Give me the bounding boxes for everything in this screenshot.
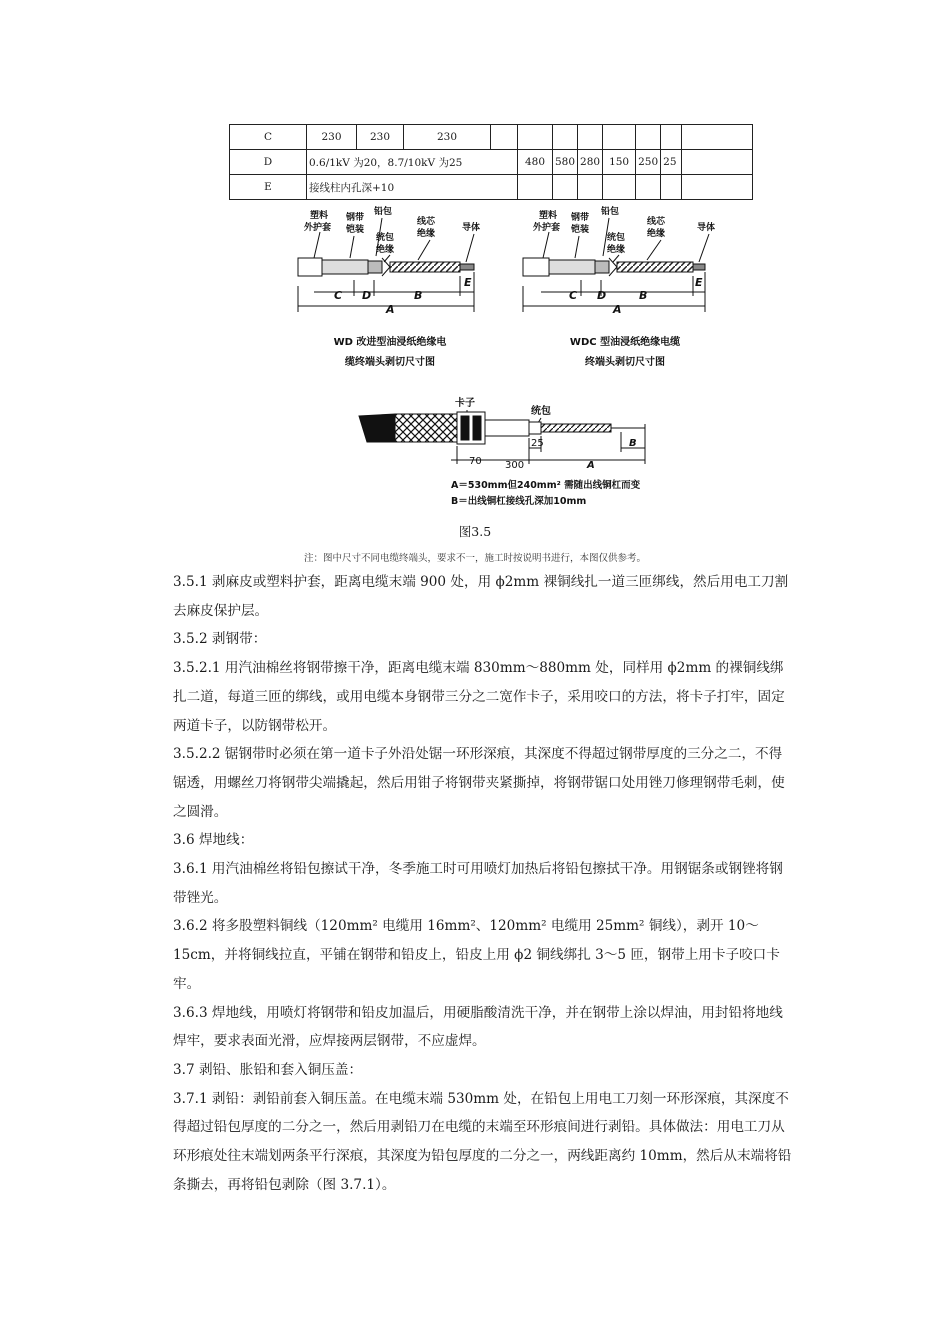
label-belt: 统包	[531, 406, 551, 417]
label-clamp: 卡子	[455, 398, 475, 409]
table-cell: 230	[357, 125, 404, 150]
label-plastic: 塑料	[310, 211, 329, 221]
label-insulation: 绝缘	[376, 245, 395, 255]
note-b: B＝出线铜杠接线孔深加10mm	[451, 496, 587, 507]
paragraph: 3.5.2.2 锯钢带时必须在第一道卡子外沿处锯一环形深痕，其深度不得超过钢带厚度的三分之二，不得锯透，用螺丝刀将钢带尖端撬起，然后用钳子将钢带夹紧撕掉，将钢带锯口处用锉刀修理钢带毛刺，使之圆滑。	[173, 746, 785, 820]
figure-note: 注：图中尺寸不同电缆终端头，要求不一，施工时按说明书进行，本图仅供参考。	[303, 553, 646, 564]
table-row	[230, 175, 753, 200]
dim-70: 70	[469, 456, 482, 467]
table-cell: 250	[636, 150, 661, 175]
dim-300: 300	[505, 460, 525, 471]
paragraph: 3.6.2 将多股塑料铜线（120mm² 电缆用 16mm²、120mm² 电缆用 25mm² 铜线），剥开 10～15cm，并将铜线拉直，平铺在钢带和铅皮上，铅皮上用 ϕ2 铜线绑扎 3～5 匝，钢带上用卡子咬口卡牢。	[173, 918, 780, 992]
table-row	[230, 150, 753, 175]
label-core-insulation: 绝缘	[417, 229, 436, 239]
section-heading: 3.6 焊地线：	[173, 832, 254, 849]
figure-title: 图3.5	[458, 524, 492, 539]
table-cell: D	[230, 150, 307, 175]
paragraph: 3.5.1 剥麻皮或塑料护套，距离电缆末端 900 处，用 ϕ2mm 裸铜线扎一道三匝绑线，然后用电工刀割去麻皮保护层。	[173, 574, 789, 619]
dim-d: D	[597, 289, 607, 302]
dim-a: A	[587, 460, 595, 471]
label-plastic: 塑料	[539, 211, 558, 221]
label-steel-band: 钢带	[346, 213, 365, 223]
table-cell: 150	[603, 150, 636, 175]
section-heading: 3.7 剥铅、胀铅和套入铜压盖：	[173, 1061, 363, 1078]
table-cell: E	[230, 175, 307, 200]
wd-cable-diagram	[290, 200, 510, 370]
label-insulation: 绝缘	[607, 245, 626, 255]
dim-b: B	[639, 289, 648, 302]
table-cell: 0.6/1kV 为20，8.7/10kV 为25	[307, 150, 518, 175]
table-cell: 280	[578, 150, 603, 175]
label-belt: 统包	[607, 233, 626, 243]
stripping-dimension-diagram	[355, 392, 675, 512]
note-a: A＝530mm但240mm² 需随出线铜杠而变	[451, 480, 641, 491]
label-conductor: 导体	[697, 223, 716, 233]
dim-b: B	[629, 438, 637, 449]
dim-e: E	[464, 276, 472, 289]
dim-e: E	[695, 276, 703, 289]
paragraph: 3.6.1 用汽油棉丝将铅包擦试干净，冬季施工时可用喷灯加热后将铅包擦拭干净。用钢锯条或钢锉将钢带锉光。	[173, 861, 783, 906]
label-core: 线芯	[417, 217, 436, 227]
label-armour: 铠装	[571, 225, 590, 235]
dim-b: B	[414, 289, 423, 302]
paragraph: 3.6.3 焊地线，用喷灯将钢带和铅皮加温后，用硬脂酸清洗干净，并在钢带上涂以焊油，用封铅将地线焊牢，要求表面光滑，应焊接两层钢带，不应虚焊。	[173, 1004, 783, 1050]
label-armour: 铠装	[346, 225, 365, 235]
label-outer-sheath: 外护套	[533, 223, 561, 233]
table-cell: 接线柱内孔深+10	[307, 175, 518, 200]
figure-caption: WD 改进型油浸纸绝缘电	[333, 337, 447, 348]
dimension-table	[229, 124, 753, 200]
paragraph: 3.7.1 剥铅：剥铅前套入铜压盖。在电缆末端 530mm 处，在铅包上用电工刀刻一环形深痕，其深度不得超过铅包厚度的二分之一，然后用剥铅刀在电缆的末端至环形痕间进行剥铅。具体做法：用电工刀从环形痕处往末端划两条平行深痕，其深度为铅包厚度的二分之一，两线距离约 10mm，然后从末端将铅条撕去，再将铅包剥除（图 3.7.1）。	[173, 1090, 792, 1193]
label-core: 线芯	[647, 217, 666, 227]
dim-25: 25	[531, 438, 544, 449]
table-cell: 230	[307, 125, 357, 150]
dim-c: C	[334, 289, 343, 302]
table-cell: 580	[553, 150, 578, 175]
table-cell: 25	[661, 150, 682, 175]
section-heading: 3.5.2 剥钢带：	[173, 631, 267, 648]
label-lead-sheath: 铅包	[601, 207, 620, 217]
label-core-insulation: 绝缘	[647, 229, 666, 239]
table-row	[230, 125, 753, 150]
dim-c: C	[569, 289, 578, 302]
label-lead-sheath: 铅包	[374, 207, 393, 217]
wdc-cable-diagram	[513, 200, 733, 370]
body-text	[173, 568, 793, 1199]
label-outer-sheath: 外护套	[304, 223, 332, 233]
table-cell: 480	[518, 150, 553, 175]
figure-caption: 缆终端头剥切尺寸图	[345, 357, 435, 368]
label-conductor: 导体	[462, 223, 481, 233]
figure-caption: WDC 型油浸纸绝缘电缆	[569, 337, 681, 348]
table-cell: 230	[404, 125, 491, 150]
figure-caption: 终端头剥切尺寸图	[585, 357, 665, 368]
dim-a: A	[386, 303, 395, 316]
table-cell: C	[230, 125, 307, 150]
label-steel-band: 钢带	[571, 213, 590, 223]
label-belt: 统包	[376, 233, 395, 243]
dim-a: A	[613, 303, 622, 316]
dim-d: D	[362, 289, 372, 302]
paragraph: 3.5.2.1 用汽油棉丝将钢带擦干净，距离电缆末端 830mm～880mm 处，同样用 ϕ2mm 的裸铜线绑扎二道，每道三匝的绑线，或用电缆本身钢带三分之二宽作卡子，采用咬口的方法，将卡子打牢，固定两道卡子，以防钢带松开。	[173, 660, 785, 734]
